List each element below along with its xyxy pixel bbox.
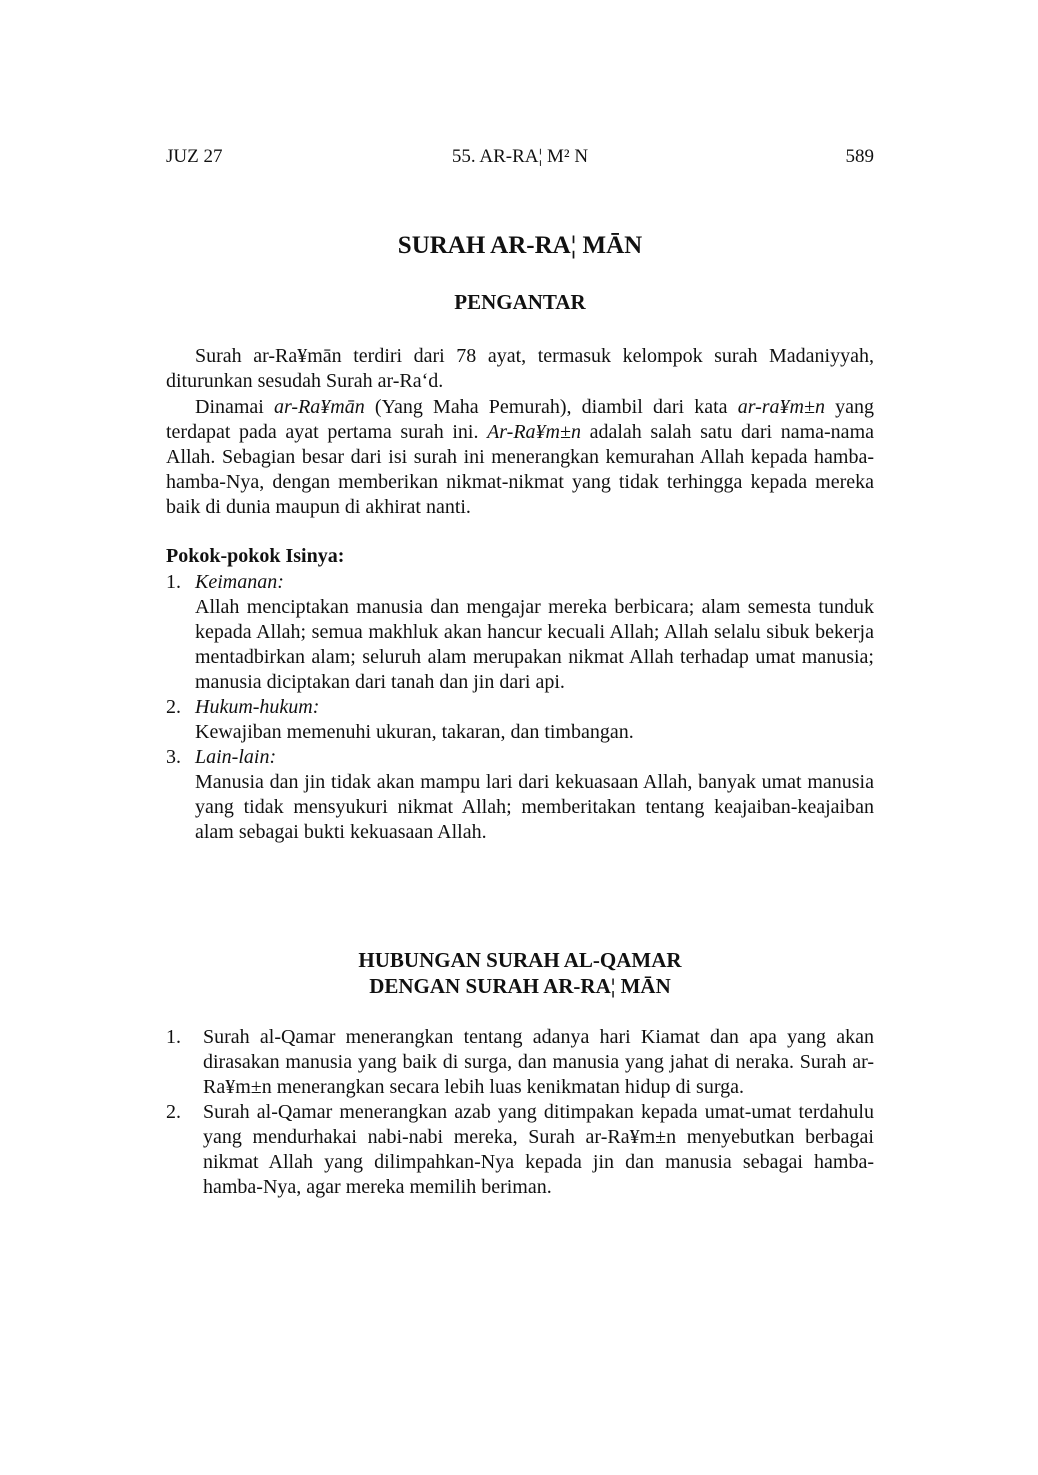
page-number: 589 [845,146,874,167]
list-item-heading [166,745,874,770]
italic-term: ar-Ra¥mān [274,396,365,418]
hubungan-list [166,1025,874,1200]
list-label: Keimanan: [195,571,284,593]
list-item-heading [166,695,874,720]
list-number: 1. [166,1026,181,1048]
list-number: 3. [166,746,181,768]
list-number: 2. [166,696,181,718]
list-item-text: Surah al-Qamar menerangkan azab yang ditimpakan kepada umat-umat terdahulu yang mendurhakai nabi-nabi mereka, Surah ar-Ra¥m±n menyebutkan berbagai nikmat Allah yang dilimpahkan-Nya kepada jin dan manusia sebagai hamba-hamba-Nya, agar mereka memilih beriman. [203,1101,874,1198]
list-number: 2. [166,1101,181,1123]
juz-label: JUZ 27 [166,146,223,167]
pokok-list [166,570,874,845]
list-item-text: Manusia dan jin tidak akan mampu lari dari kekuasaan Allah, banyak umat manusia yang tidak mensyukuri nikmat Allah; memberitakan tentang keajaiban-keajaiban alam sebagai bukti kekuasaan Allah. [195,771,874,843]
section-title-hubungan [166,947,874,999]
list-item-text: Surah al-Qamar menerangkan tentang adanya hari Kiamat dan apa yang akan dirasakan manusia yang baik di surga, dan manusia yang jahat di neraka. Surah ar-Ra¥m±n menerangkan secara lebih luas kenikmatan hidup di surga. [203,1026,874,1098]
text-run: yang terdapat pada ayat pertama surah ini. [166,396,874,443]
section-title-line: DENGAN SURAH AR-RA¦ MĀN [369,974,671,998]
list-item-text: Kewajiban memenuhi ukuran, takaran, dan timbangan. [195,721,634,743]
surah-header: 55. AR-RA¦ M² N [451,146,589,167]
intro-paragraph-2 [166,395,874,520]
intro-paragraph-1: Surah ar-Ra¥mān terdiri dari 78 ayat, termasuk kelompok surah Madaniyyah, diturunkan sesudah Surah ar-Ra‘d. [166,345,874,392]
list-item [166,745,874,845]
list-item-heading [166,570,874,595]
text-run: adalah salah satu dari nama-nama Allah. Sebagian besar dari isi surah ini menerangkan kemurahan Allah kepada hamba-hamba-Nya, dengan memberikan nikmat-nikmat yang tidak terhingga kepada mereka baik di dunia maupun di akhirat nanti. [166,421,874,518]
text-run: (Yang Maha Pemurah), diambil dari kata [364,396,738,418]
list-item [166,695,874,745]
running-header [166,146,874,174]
italic-term: ar-ra¥m±n [737,396,825,418]
list-label: Lain-lain: [195,746,277,768]
section-title-pengantar: PENGANTAR [454,290,586,314]
text-run: Dinamai [195,396,275,418]
list-item [166,1100,874,1200]
section-title-line: HUBUNGAN SURAH AL-QAMAR [358,948,682,972]
pokok-heading: Pokok-pokok Isinya: [166,545,345,567]
italic-term: Ar-Ra¥m±n [487,421,581,443]
list-number: 1. [166,571,181,593]
list-item-text: Allah menciptakan manusia dan mengajar mereka berbicara; alam semesta tunduk kepada Allah; semua makhluk akan hancur kecuali Allah; Allah selalu sibuk bekerja mentadbirkan alam; seluruh alam merupakan nikmat Allah terhadap umat manusia; manusia diciptakan dari tanah dan jin dari api. [195,596,874,693]
list-item [166,570,874,695]
list-label: Hukum-hukum: [195,696,320,718]
list-item [166,1025,874,1100]
surah-title: SURAH AR-RA¦ MĀN [397,232,643,259]
